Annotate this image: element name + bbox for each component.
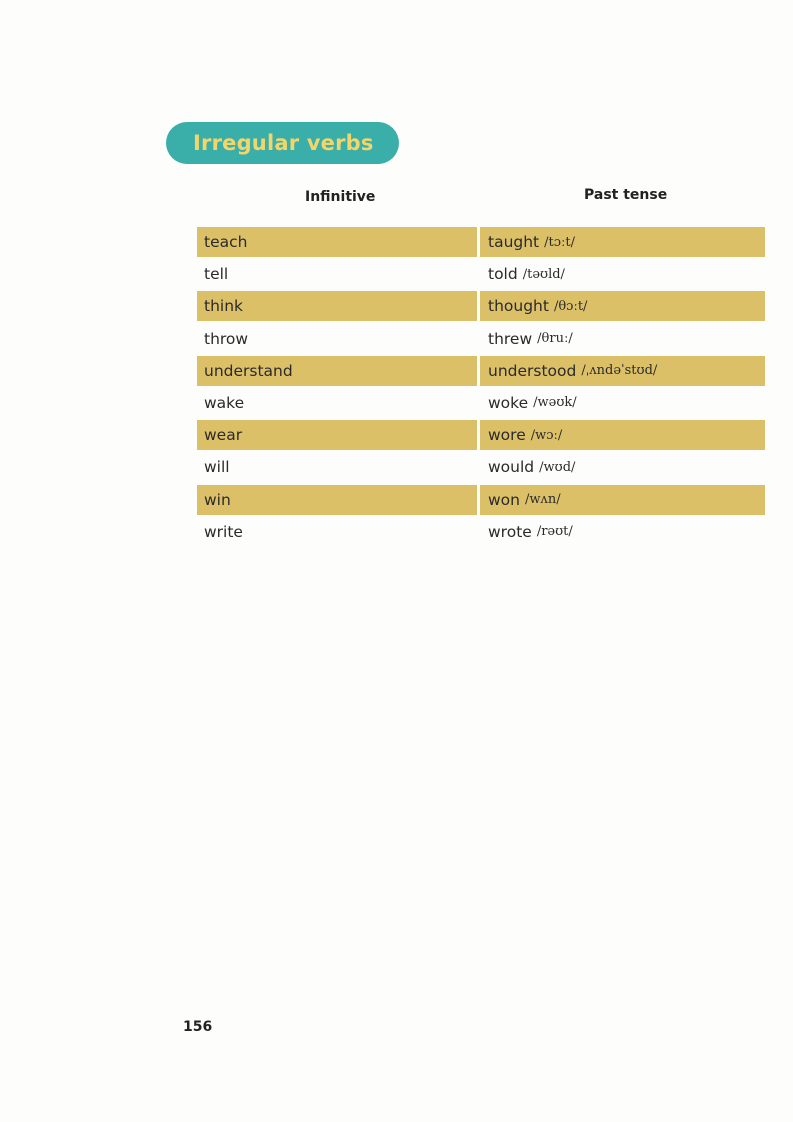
table-row xyxy=(197,452,765,482)
table-row xyxy=(197,420,765,450)
phonetic-transcription: /θruː/ xyxy=(537,331,573,347)
past-tense-cell xyxy=(480,291,765,321)
past-tense-cell xyxy=(480,227,765,257)
phonetic-transcription: /rəʊt/ xyxy=(536,524,573,540)
past-form: wore xyxy=(488,426,526,445)
past-form: woke xyxy=(488,393,529,412)
past-tense-cell xyxy=(480,420,765,450)
past-form: won xyxy=(488,490,520,509)
past-form: threw xyxy=(488,329,533,348)
page-number: 156 xyxy=(183,1019,213,1035)
infinitive-cell: understand xyxy=(197,356,477,386)
past-tense-cell xyxy=(480,324,765,354)
table-row xyxy=(197,388,765,418)
past-tense-cell xyxy=(480,485,765,515)
past-form: told xyxy=(488,265,518,284)
past-form: wrote xyxy=(488,522,532,541)
phonetic-transcription: /wʌn/ xyxy=(524,492,561,507)
infinitive-cell: will xyxy=(204,458,230,477)
phonetic-transcription: /ˌʌndəˈstʊd/ xyxy=(581,363,658,379)
infinitive-cell: write xyxy=(204,522,243,541)
title-banner xyxy=(166,122,399,164)
phonetic-transcription: /θɔːt/ xyxy=(553,298,588,314)
infinitive-cell: win xyxy=(197,485,477,515)
infinitive-cell: teach xyxy=(197,227,477,257)
table-row xyxy=(197,485,765,515)
past-tense-cell xyxy=(480,259,765,289)
past-tense-column-header: Past tense xyxy=(584,187,668,203)
infinitive-column-header: Infinitive xyxy=(305,189,376,205)
past-tense-cell xyxy=(480,356,765,386)
past-form: thought xyxy=(488,297,549,316)
phonetic-transcription: /wʊd/ xyxy=(539,459,576,475)
verb-table xyxy=(197,227,765,549)
past-form: understood xyxy=(488,361,577,380)
past-form: taught xyxy=(488,233,540,251)
past-tense-cell xyxy=(480,388,765,418)
infinitive-cell: think xyxy=(197,291,477,321)
table-row xyxy=(197,227,765,257)
infinitive-cell: wake xyxy=(204,393,245,412)
infinitive-cell: wear xyxy=(197,420,477,450)
phonetic-transcription: /tɔːt/ xyxy=(544,234,576,250)
infinitive-cell: throw xyxy=(204,329,249,348)
past-tense-cell xyxy=(480,452,765,482)
past-form: would xyxy=(488,458,535,477)
table-row xyxy=(197,517,765,547)
table-row xyxy=(197,356,765,386)
table-row xyxy=(197,291,765,321)
phonetic-transcription: /təʊld/ xyxy=(522,266,565,282)
past-tense-cell xyxy=(480,517,765,547)
table-row xyxy=(197,259,765,289)
infinitive-cell: tell xyxy=(204,265,229,284)
phonetic-transcription: /wɔː/ xyxy=(530,427,563,443)
page-title: Irregular verbs xyxy=(193,131,374,155)
table-row xyxy=(197,324,765,354)
phonetic-transcription: /wəʊk/ xyxy=(533,395,577,411)
